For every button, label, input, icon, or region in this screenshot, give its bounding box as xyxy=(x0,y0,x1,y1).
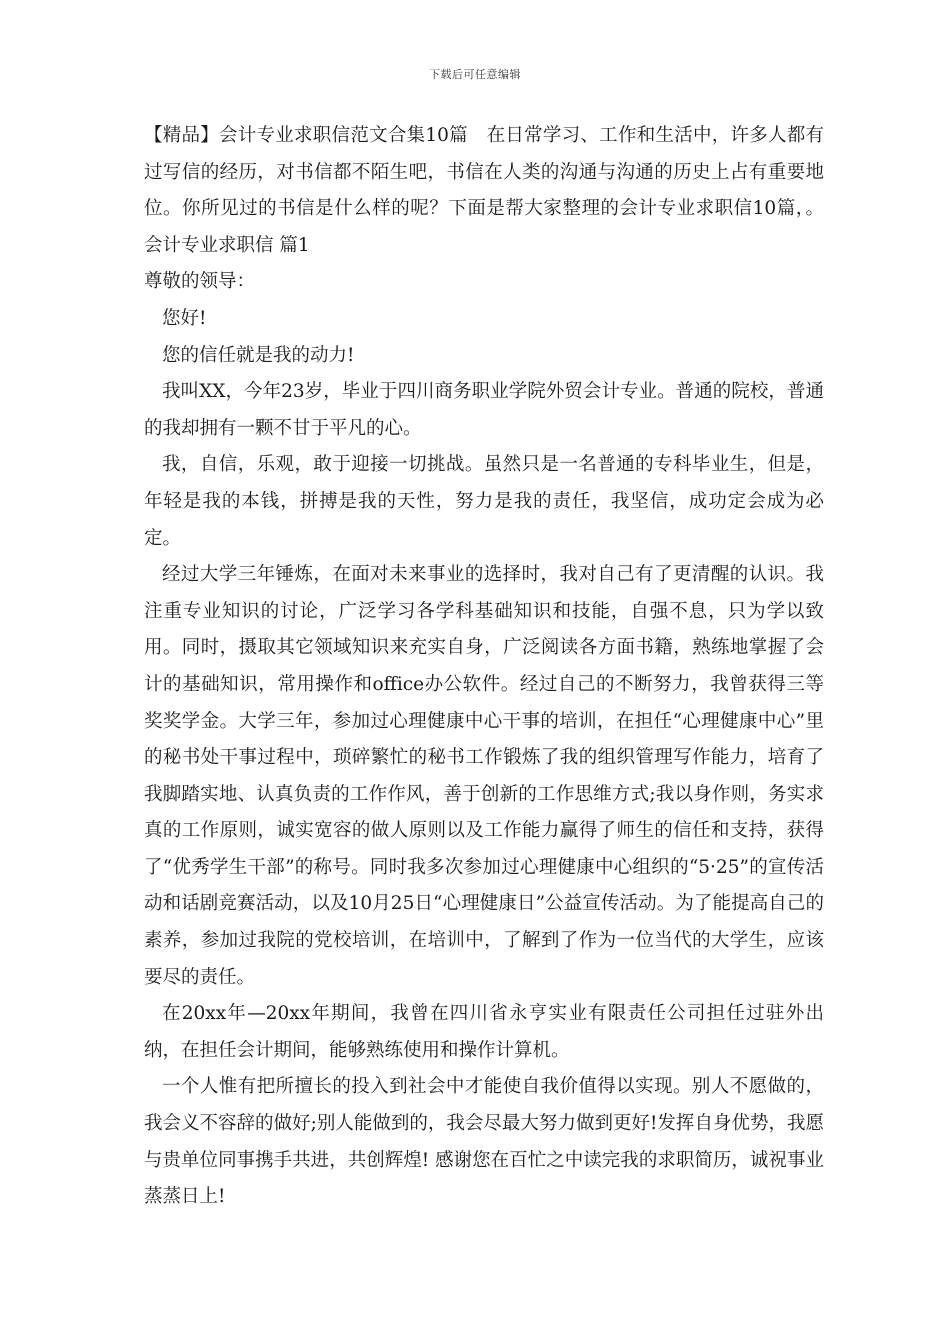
document-body xyxy=(144,118,824,1216)
body-paragraph: 经过大学三年锤炼，在面对未来事业的选择时，我对自己有了更清醒的认识。我注重专业知识的讨论，广泛学习各学科基础知识和技能，自强不息，只为学以致用。同时，摄取其它领域知识来充实自身，广泛阅读各方面书籍，熟练地掌握了会计的基础知识，常用操作和office办公软件。经过自己的不断努力，我曾获得三等奖奖学金。大学三年，参加过心理健康中心干事的培训，在担任“心理健康中心”里的秘书处干事过程中，琐碎繁忙的秘书工作锻炼了我的组织管理写作能力，培育了我脚踏实地、认真负责的工作作风，善于创新的工作思维方式;我以身作则，务实求真的工作原则，诚实宽容的做人原则以及工作能力赢得了师生的信任和支持，获得了“优秀学生干部”的称号。同时我多次参加过心理健康中心组织的“5·25”的宣传活动和话剧竞赛活动，以及10月25日“心理健康日”公益宣传活动。为了能提高自己的素养，参加过我院的党校培训，在培训中，了解到了作为一位当代的大学生，应该要尽的责任。 xyxy=(144,564,824,988)
greeting: 您好! xyxy=(162,307,207,329)
body-paragraph: 在20xx年—20xx年期间，我曾在四川省永亨实业有限责任公司担任过驻外出纳，在担任会计期间，能够熟练使用和操作计算机。 xyxy=(144,1003,824,1061)
body-paragraph: 我叫XX，今年23岁，毕业于四川商务职业学院外贸会计专业。普通的院校，普通的我却拥有一颗不甘于平凡的心。 xyxy=(144,381,824,439)
body-paragraph: 我，自信，乐观，敢于迎接一切挑战。虽然只是一名普通的专科毕业生，但是，年轻是我的本钱，拼搏是我的天性，努力是我的责任，我坚信，成功定会成为必定。 xyxy=(144,454,824,549)
closing-paragraph: 一个人惟有把所擅长的投入到社会中才能使自我价值得以实现。别人不愿做的，我会义不容辞的做好;别人能做到的，我会尽最大努力做到更好!发挥自身优势，我愿与贵单位同事携手共进，共创辉煌! 感谢您在百忙之中读完我的求职简历，诚祝事业蒸蒸日上! xyxy=(144,1076,824,1208)
intro-paragraph: 【精品】会计专业求职信范文合集10篇 在日常学习、工作和生活中，许多人都有过写信的经历，对书信都不陌生吧，书信在人类的沟通与沟通的历史上占有重要地位。你所见过的书信是什么样的呢？下面是帮大家整理的会计专业求职信10篇，。会计专业求职信 篇1 xyxy=(144,125,824,256)
body-paragraph: 您的信任就是我的动力! xyxy=(162,344,355,366)
salutation: 尊敬的领导： xyxy=(144,271,256,293)
page-header: 下载后可任意编辑 xyxy=(429,68,521,81)
